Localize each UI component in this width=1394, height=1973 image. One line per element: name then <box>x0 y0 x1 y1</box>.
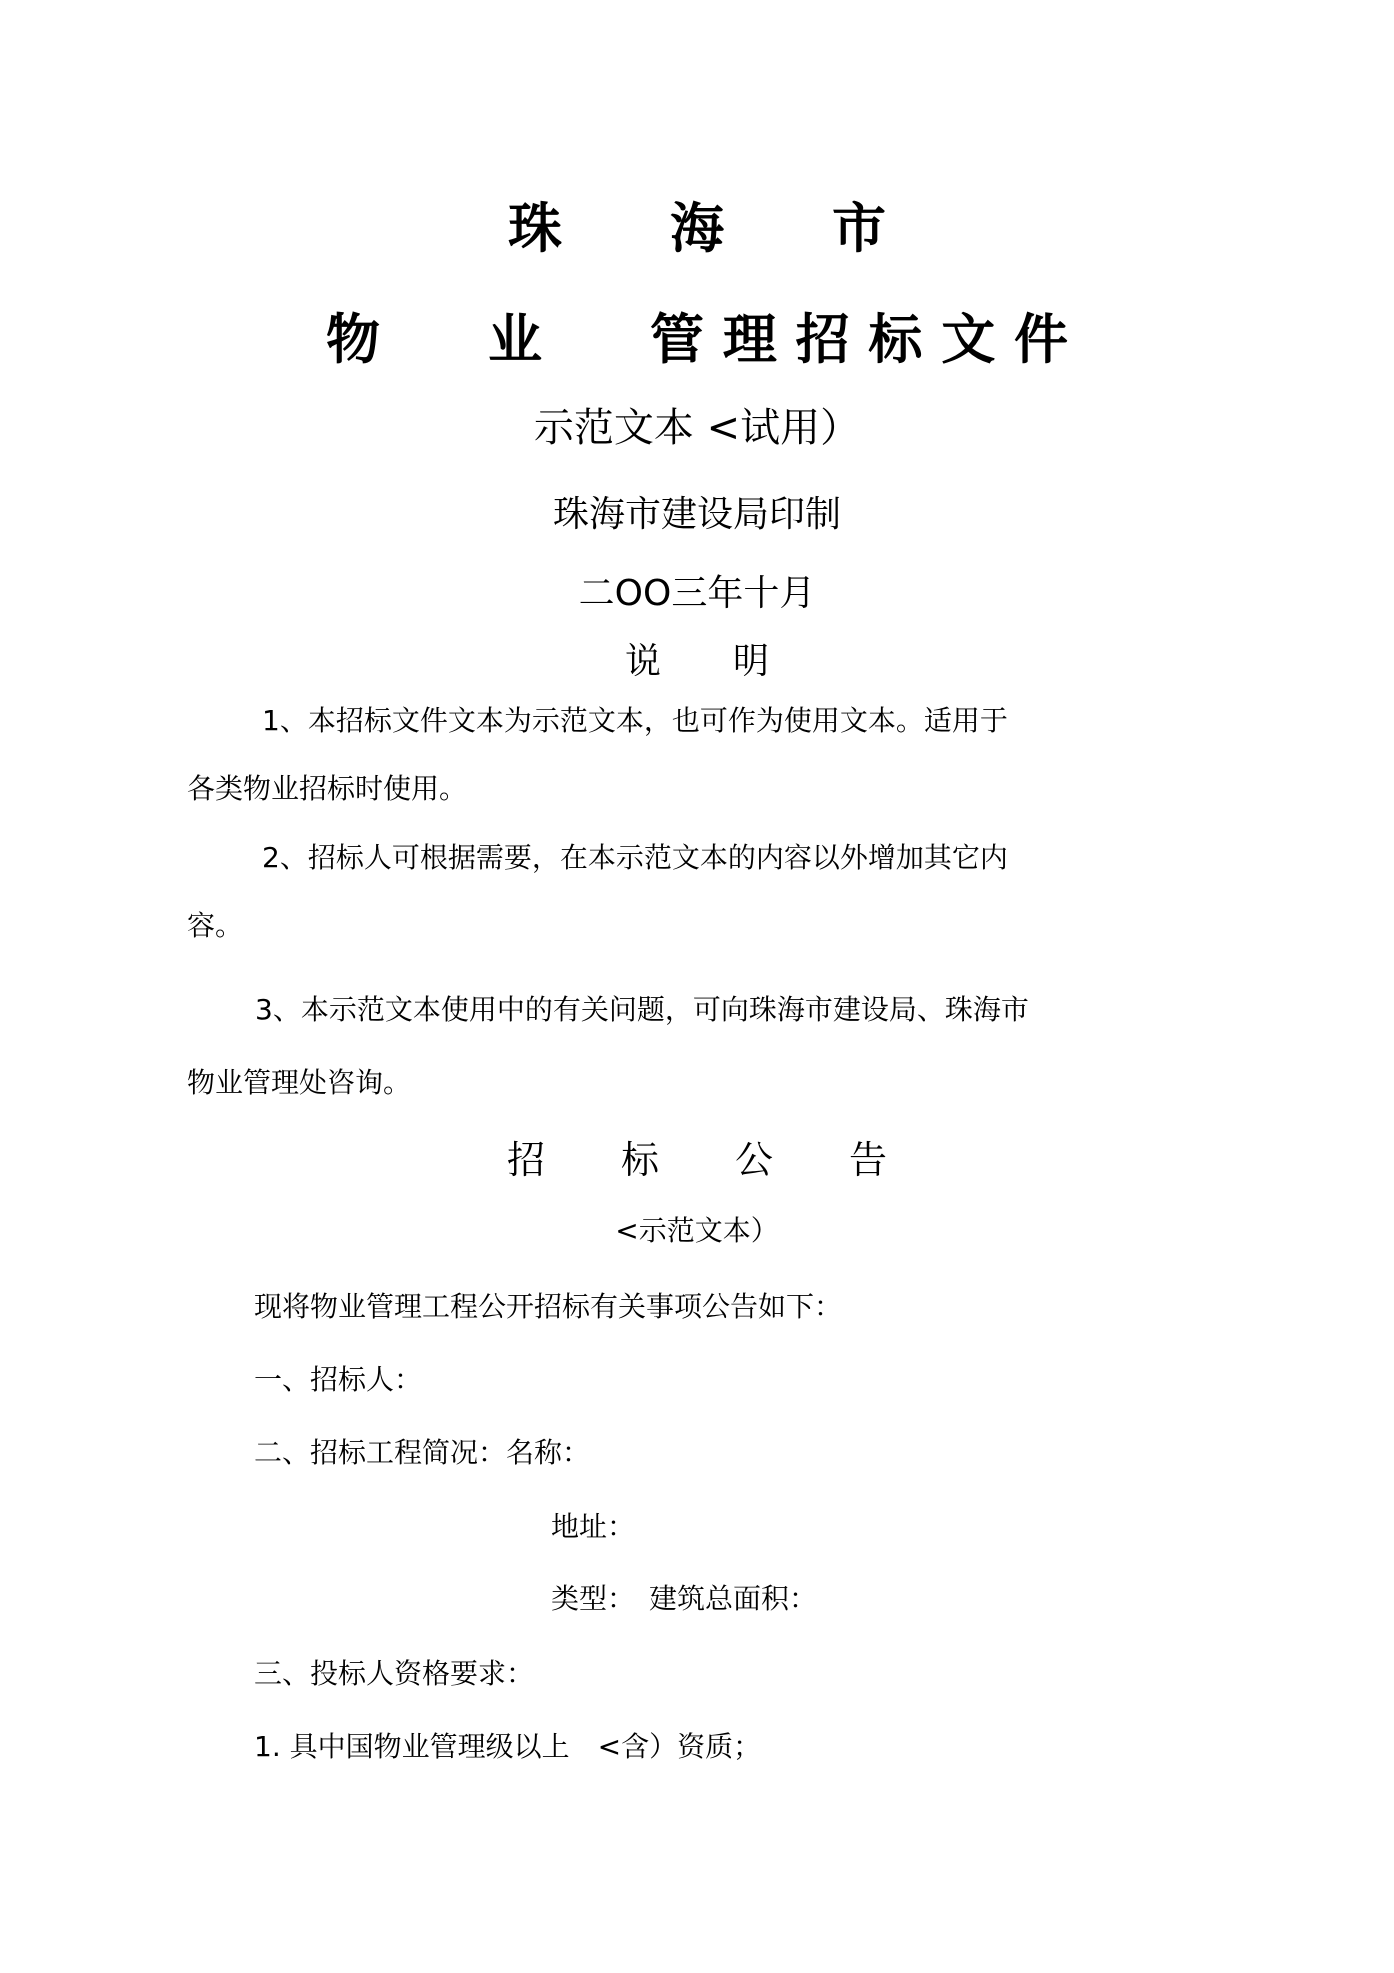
explanation-item-1-line-1: 1、本招标文件文本为示范文本，也可作为使用文本。适用于 <box>262 704 1008 737</box>
cover-city: 珠 海 市 <box>508 197 886 260</box>
explanation-item-1-line-2: 各类物业招标时使用。 <box>187 772 468 805</box>
notice-section-1: 一、招标人： <box>254 1363 423 1396</box>
cover-sample-text-label: 示范文本 <试用） <box>533 405 861 451</box>
notice-heading: 招 标 公 告 <box>506 1138 887 1182</box>
notice-section-3-item-1: 1. 具中国物业管理级以上 <含）资质； <box>254 1730 762 1763</box>
explanation-item-3-line-1: 3、本示范文本使用中的有关问题，可向珠海市建设局、珠海市 <box>255 993 1029 1026</box>
cover-date: 二OO三年十月 <box>578 573 816 614</box>
explanation-item-3-line-2: 物业管理处咨询。 <box>187 1066 412 1099</box>
explanation-heading: 说 明 <box>624 641 769 682</box>
notice-section-2-type-area: 类型： 建筑总面积： <box>551 1582 818 1615</box>
notice-intro: 现将物业管理工程公开招标有关事项公告如下： <box>254 1290 843 1323</box>
notice-subheading: <示范文本） <box>615 1214 779 1247</box>
cover-document-title: 物 业 管 理 招 标 文 件 <box>326 308 1068 371</box>
explanation-item-2-line-2: 容。 <box>187 909 244 942</box>
explanation-item-2-line-1: 2、招标人可根据需要，在本示范文本的内容以外增加其它内 <box>262 841 1008 874</box>
cover-publisher: 珠海市建设局印制 <box>552 494 841 535</box>
notice-section-3: 三、投标人资格要求： <box>254 1657 535 1690</box>
notice-section-2-address: 地址： <box>551 1510 636 1543</box>
notice-section-2: 二、招标工程简况：名称： <box>254 1436 591 1469</box>
